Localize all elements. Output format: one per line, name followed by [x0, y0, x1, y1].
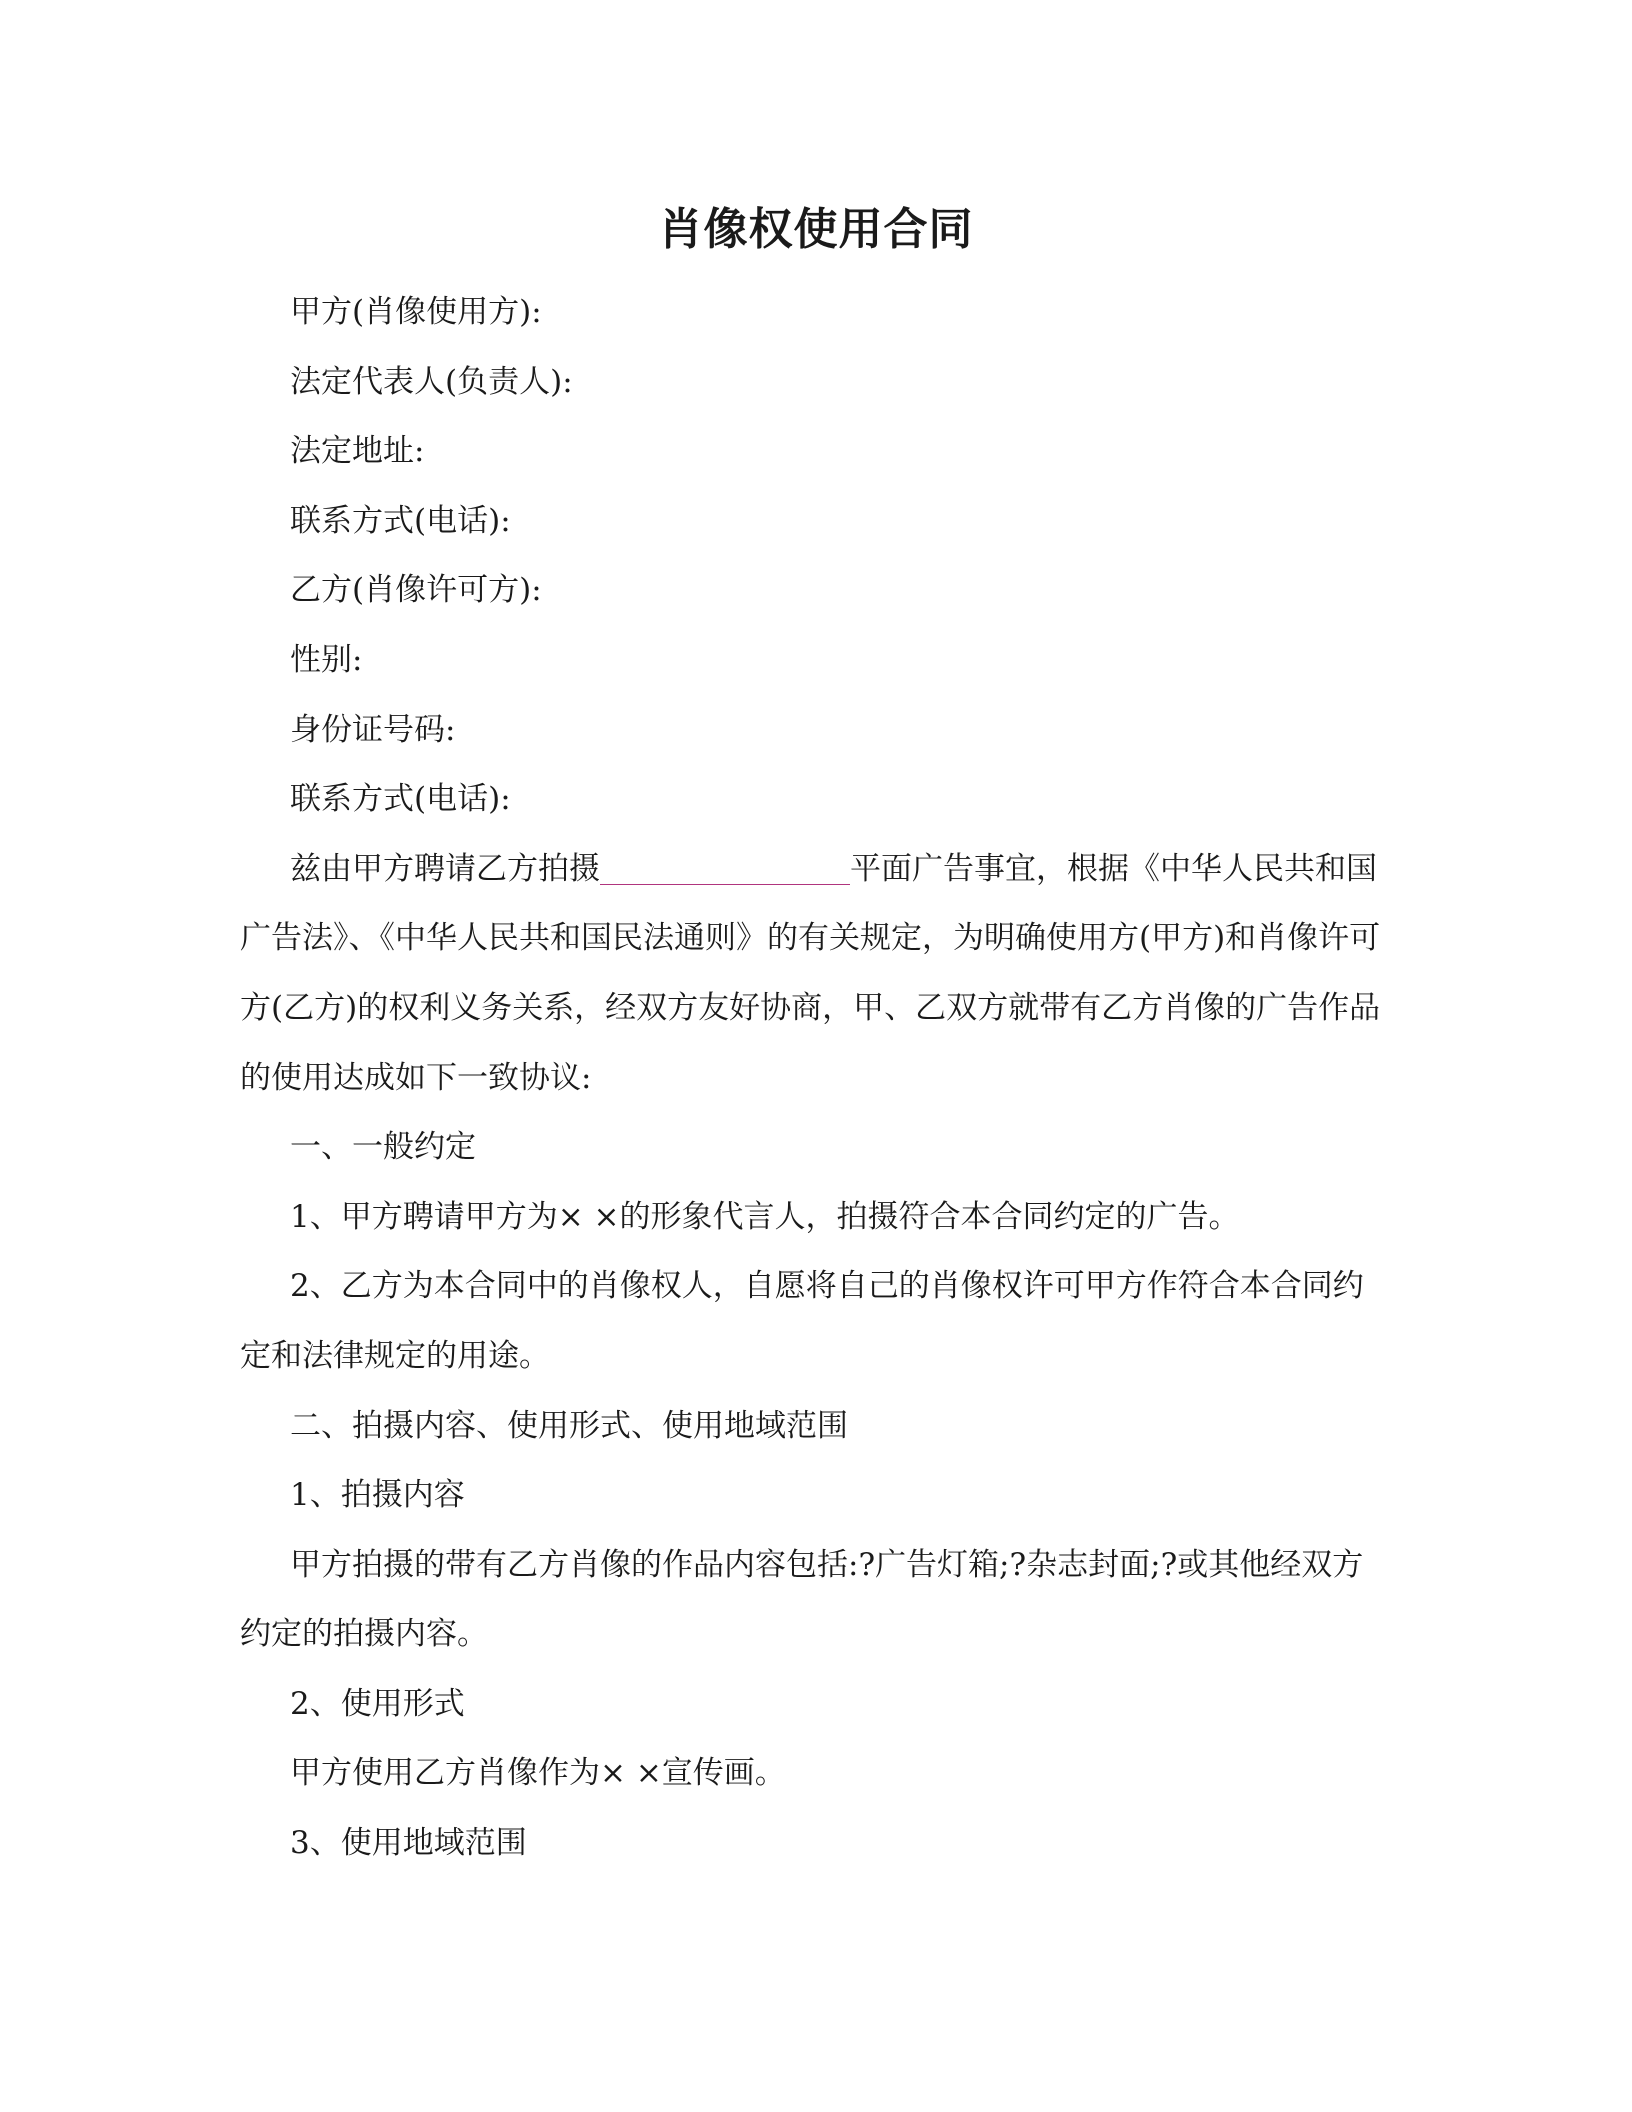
section2-sub1-heading: 1、拍摄内容 — [290, 1477, 465, 1514]
document-title: 肖像权使用合同 — [658, 204, 974, 255]
party-a-representative: 法定代表人(负责人): — [290, 363, 573, 400]
section2-sub1-text: 甲方拍摄的带有乙方肖像的作品内容包括:?广告灯箱;?杂志封面;?或其他经双方约定的拍摄内容。 — [240, 1546, 1364, 1653]
party-a-address: 法定地址: — [290, 433, 425, 470]
party-b-gender: 性别: — [290, 641, 363, 678]
section2-sub3-heading: 3、使用地域范围 — [290, 1825, 527, 1862]
preamble-after-blank: 平面广告事宜，根据《中华人民共和国广告法》、《中华人民共和国民法通则》的有关规定，为明确使用方(甲方)和肖像许可方(乙方)的权利义务关系，经双方友好协商，甲、乙双方就带有乙方肖像的广告作品的使用达成如下一致协议: — [240, 850, 1381, 1096]
party-b-contact: 联系方式(电话): — [290, 781, 511, 818]
fill-in-blank — [600, 853, 850, 885]
preamble-paragraph — [240, 835, 1385, 1113]
section1-heading: 一、一般约定 — [290, 1129, 476, 1166]
party-b-id-number: 身份证号码: — [290, 711, 456, 748]
preamble-before-blank: 兹由甲方聘请乙方拍摄 — [290, 850, 600, 887]
party-b-label: 乙方(肖像许可方): — [290, 572, 542, 609]
section2-sub2-text: 甲方使用乙方肖像作为× ×宣传画。 — [290, 1755, 786, 1792]
party-a-label: 甲方(肖像使用方): — [290, 294, 542, 330]
section2-sub2-heading: 2、使用形式 — [290, 1685, 465, 1722]
section1-item1: 1、甲方聘请甲方为× ×的形象代言人，拍摄符合本合同约定的广告。 — [290, 1198, 1240, 1235]
section2-heading: 二、拍摄内容、使用形式、使用地域范围 — [290, 1407, 848, 1444]
party-a-contact: 联系方式(电话): — [290, 502, 511, 539]
document-body — [240, 278, 1385, 1879]
section1-item2: 2、乙方为本合同中的肖像权人，自愿将自己的肖像权许可甲方作符合本合同约定和法律规定的用途。 — [240, 1268, 1364, 1374]
